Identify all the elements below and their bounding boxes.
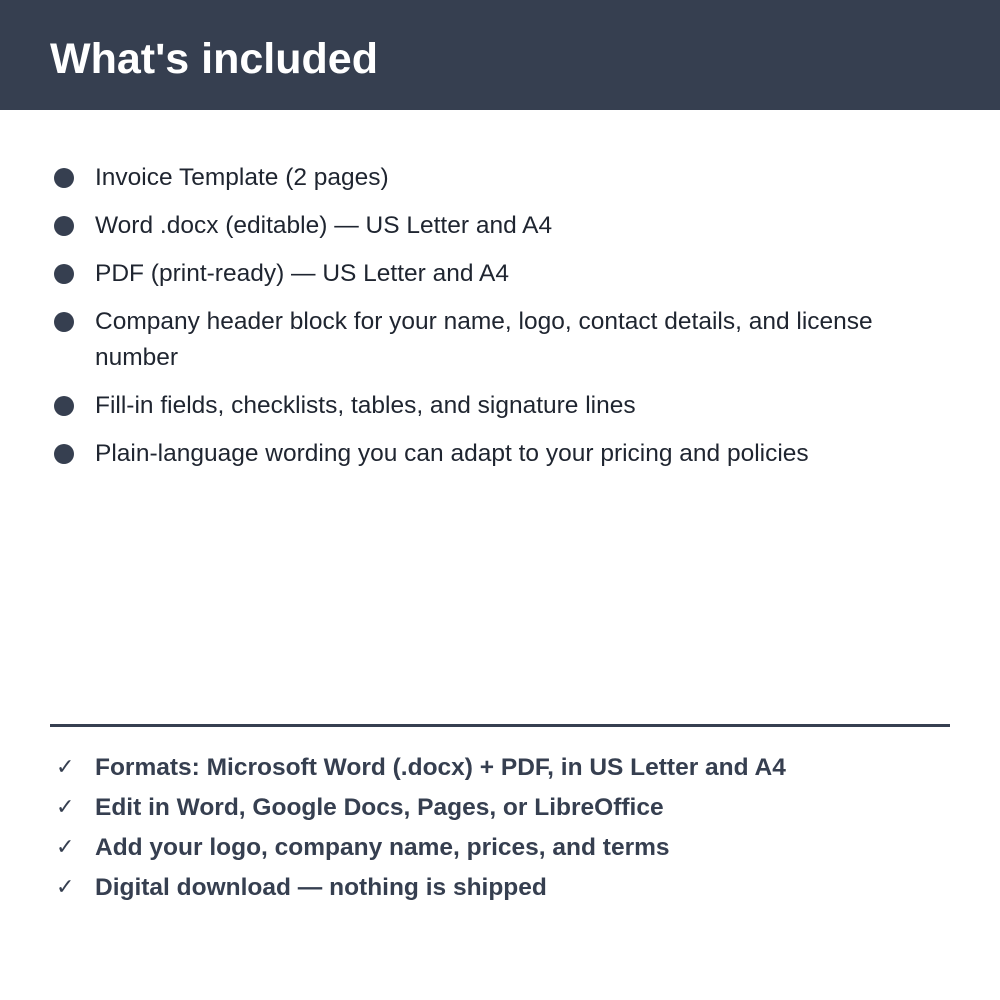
- list-item: [95, 304, 915, 376]
- list-item-text: PDF (print-ready) — US Letter and A4: [95, 260, 509, 287]
- bullet-dot-icon: [54, 444, 74, 464]
- feature-item: [56, 750, 955, 786]
- bullet-dot-icon: [54, 264, 74, 284]
- list-item: [95, 388, 915, 424]
- feature-item-text: Digital download — nothing is shipped: [95, 874, 547, 901]
- list-item: [95, 160, 915, 196]
- page-title: What's included: [50, 35, 378, 83]
- bullet-dot-icon: [54, 396, 74, 416]
- list-item-text: Invoice Template (2 pages): [95, 164, 389, 191]
- list-item: [95, 208, 915, 244]
- list-item-text: Company header block for your name, logo, contact details, and license number: [95, 308, 873, 371]
- feature-item-text: Edit in Word, Google Docs, Pages, or LibreOffice: [95, 794, 664, 821]
- checkmark-icon: ✓: [56, 835, 75, 860]
- header-band: [0, 0, 1000, 110]
- feature-item-text: Add your logo, company name, prices, and terms: [95, 834, 670, 861]
- list-item-text: Fill-in fields, checklists, tables, and signature lines: [95, 392, 636, 419]
- feature-item: [56, 790, 955, 826]
- feature-item: [56, 830, 955, 866]
- list-item-text: Word .docx (editable) — US Letter and A4: [95, 212, 553, 239]
- checkmark-icon: ✓: [56, 875, 75, 900]
- list-item: [95, 436, 915, 472]
- bullet-dot-icon: [54, 168, 74, 188]
- bullet-dot-icon: [54, 312, 74, 332]
- feature-item: [56, 870, 955, 906]
- feature-item-text: Formats: Microsoft Word (.docx) + PDF, in US Letter and A4: [95, 754, 786, 781]
- section-divider: [50, 724, 950, 727]
- checkmark-icon: ✓: [56, 795, 75, 820]
- bullet-dot-icon: [54, 216, 74, 236]
- list-item: [95, 256, 915, 292]
- checkmark-icon: ✓: [56, 755, 75, 780]
- list-item-text: Plain-language wording you can adapt to your pricing and policies: [95, 440, 809, 467]
